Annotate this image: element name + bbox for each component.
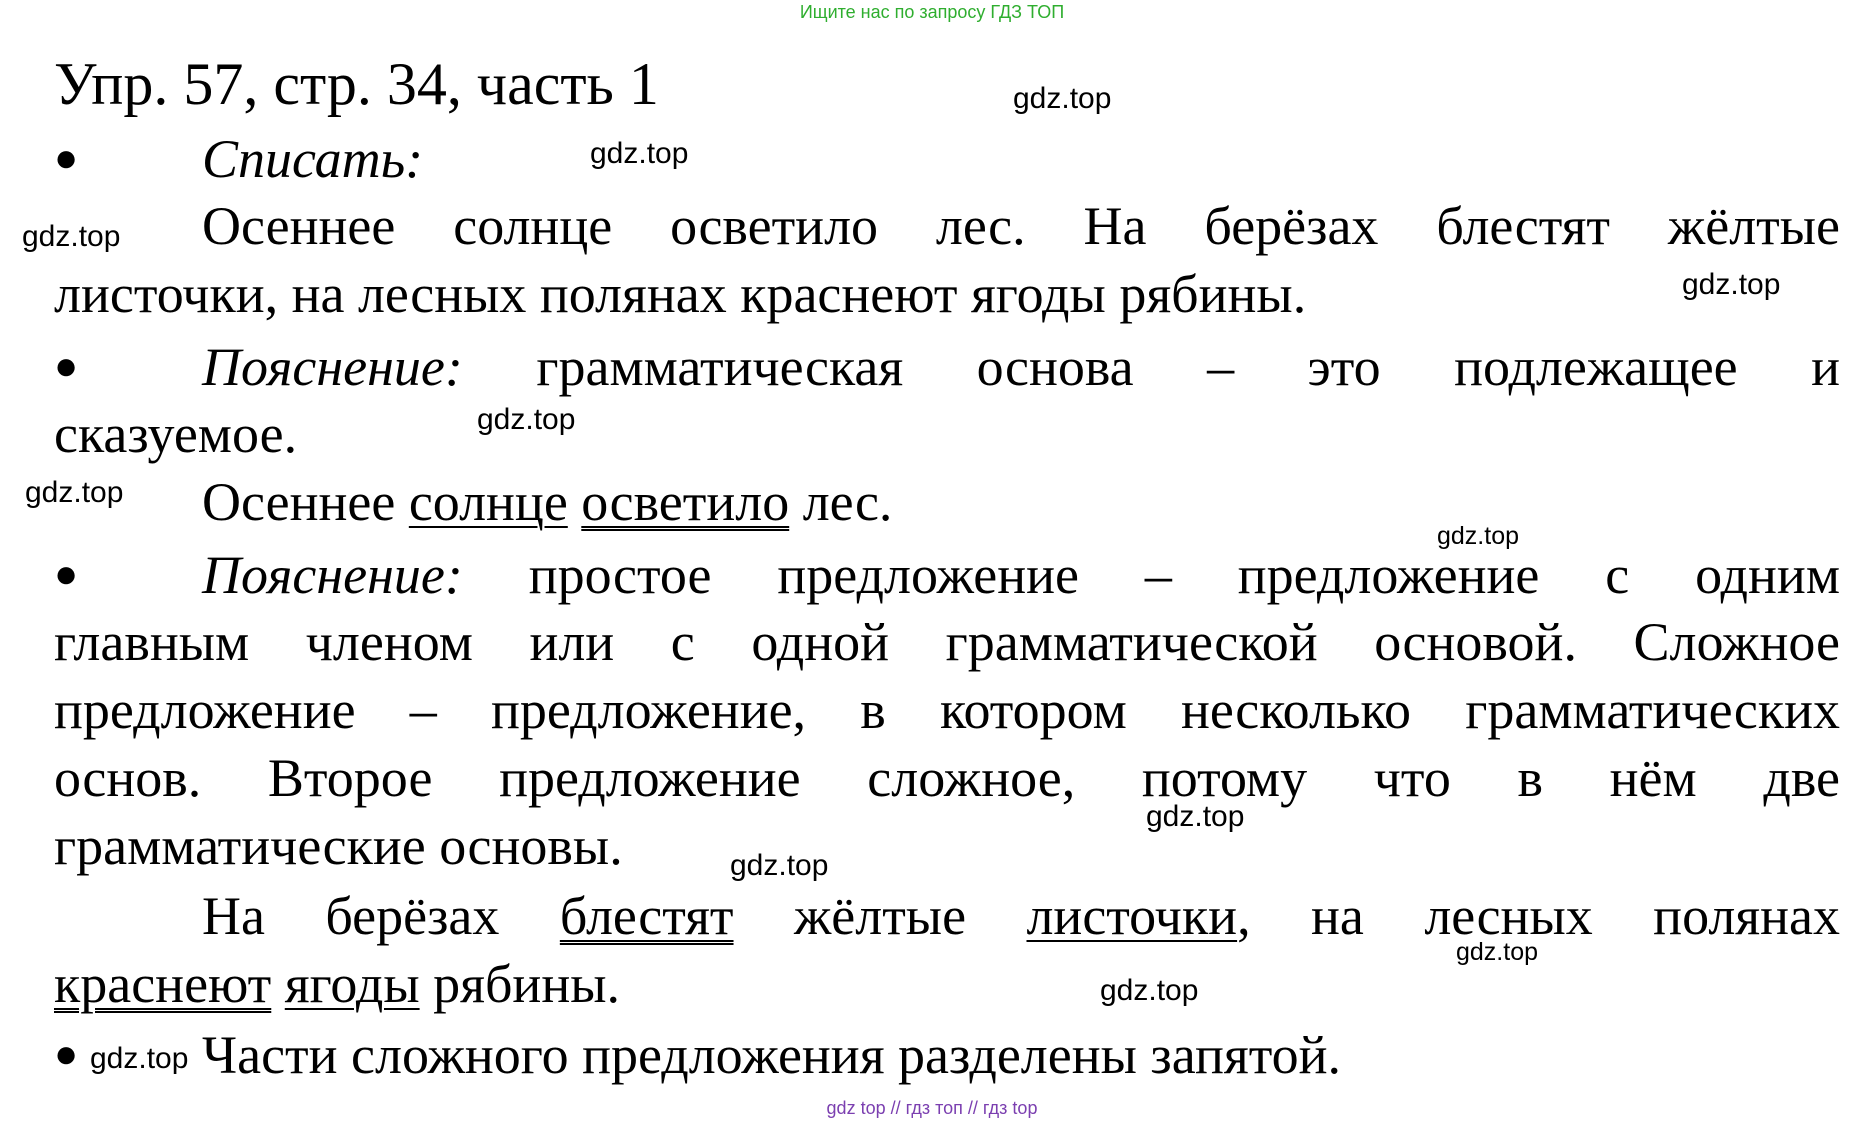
predicate-word: краснеют (54, 954, 272, 1014)
watermark: gdz.top (90, 1042, 189, 1075)
explanation-2-line-2: главным членом или с одной грамматической основой. Сложное (54, 612, 1840, 672)
bullet-icon: ● (54, 1031, 79, 1076)
watermark: gdz.top (1437, 522, 1520, 550)
copy-label: Списать: (202, 129, 424, 189)
watermark: gdz.top (1456, 938, 1539, 966)
explanation-2-line-1 (54, 541, 1840, 607)
bullet-icon: ● (54, 343, 79, 388)
example-word: , на лесных полянах (1237, 886, 1841, 946)
copy-text-line-2: листочки, на лесных полянах краснеют ягоды рябины. (54, 264, 1307, 324)
explanation-2-line-5: грамматические основы. (54, 816, 623, 876)
watermark: gdz.top (1013, 82, 1112, 115)
watermark: gdz.top (25, 476, 124, 509)
example-word: Осеннее (202, 472, 396, 532)
example-sentence-1 (54, 469, 1840, 535)
explanation-1-line-1 (54, 333, 1840, 399)
watermark: gdz.top (1100, 974, 1199, 1007)
copy-text-line-1: Осеннее солнце осветило лес. На берёзах блестят жёлтые (202, 196, 1840, 256)
page-title: Упр. 57, стр. 34, часть 1 (54, 51, 659, 117)
predicate-word: блестят (559, 886, 734, 946)
watermark: gdz.top (1146, 800, 1245, 833)
example-word: лес. (802, 472, 893, 532)
explanation-2-line-3: предложение – предложение, в котором несколько грамматических (54, 680, 1840, 740)
watermark: gdz.top (1682, 268, 1781, 301)
example-sentence-2-line-1 (54, 883, 1840, 949)
explanation-text: простое предложение – предложение с одним (528, 545, 1840, 605)
watermark: gdz.top (730, 849, 829, 882)
example-word: На берёзах (202, 886, 500, 946)
example-word: рябины. (433, 954, 620, 1014)
example-sentence-2-line-2 (54, 951, 1840, 1017)
conclusion-line (54, 1021, 1840, 1087)
watermark: gdz.top (477, 403, 576, 436)
subject-word: листочки (1026, 886, 1238, 946)
explanation-text: грамматическая основа – это подлежащее и (536, 337, 1840, 397)
example-word: жёлтые (793, 886, 967, 946)
bullet-icon: ● (54, 551, 79, 596)
explanation-label: Пояснение: (202, 337, 463, 397)
conclusion-text: Части сложного предложения разделены запятой. (202, 1025, 1342, 1085)
watermark: gdz.top (22, 220, 121, 253)
explanation-1-line-2: сказуемое. (54, 404, 298, 464)
watermark: gdz.top (590, 137, 689, 170)
top-banner: Ищите нас по запросу ГДЗ ТОП (799, 2, 1065, 22)
copy-label-line (54, 125, 1840, 191)
subject-word: ягоды (284, 954, 420, 1014)
explanation-label: Пояснение: (202, 545, 463, 605)
bottom-banner: gdz top // гдз топ // гдз top (826, 1098, 1038, 1118)
bullet-icon: ● (54, 135, 79, 180)
subject-word: солнце (408, 472, 568, 532)
predicate-word: осветило (581, 472, 790, 532)
explanation-2-line-4: основ. Второе предложение сложное, потому что в нём две (54, 748, 1840, 808)
